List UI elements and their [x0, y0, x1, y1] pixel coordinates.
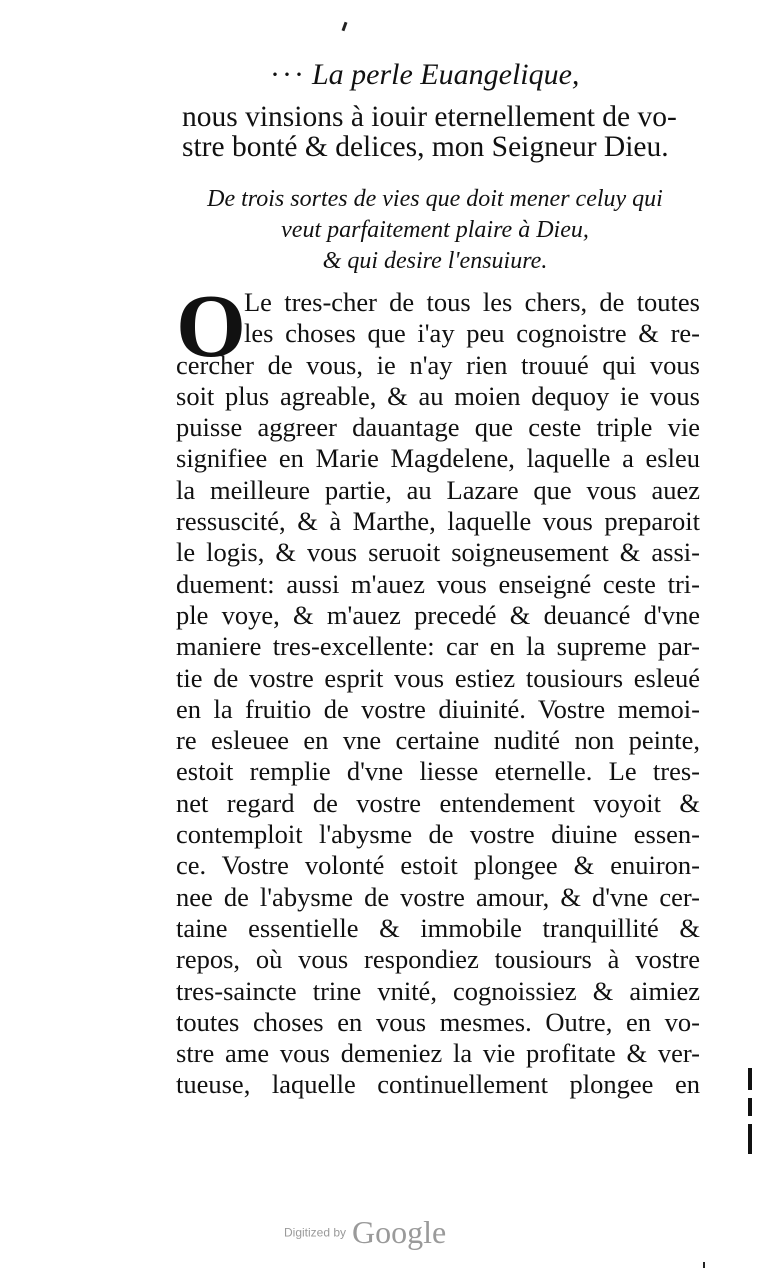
body-line: soit plus agreable, & au moien dequoy ie vous — [176, 380, 700, 411]
body-line: tie de vostre esprit vous estiez tousiours esleué — [176, 662, 700, 693]
running-head-dots: ··· — [270, 58, 306, 91]
body-line: la meilleure partie, au Lazare que vous auez — [176, 474, 700, 505]
google-wordmark: Google — [352, 1214, 447, 1250]
body-line: estoit remplie d'vne liesse eternelle. Le tres- — [176, 756, 700, 787]
running-head — [270, 58, 630, 92]
body-line: cercher de vous, ie n'ay rien trouué qui vous — [176, 349, 700, 380]
body-line: le logis, & vous seruoit soigneusement & assi- — [176, 537, 700, 568]
body-line: taine essentielle & immobile tranquillité & — [176, 912, 700, 943]
body-paragraph — [176, 287, 700, 1101]
body-line: en la fruitio de vostre diuinité. Vostre memoi- — [176, 693, 700, 724]
digitized-watermark — [284, 1214, 484, 1251]
body-line: les choses que i'ay peu cognoistre & re- — [244, 318, 700, 349]
section-heading-line: veut parfaitement plaire à Dieu, — [281, 217, 589, 243]
running-head-title: La perle Euangelique, — [311, 58, 580, 91]
body-line: contemploit l'abysme de vostre diuine essen- — [176, 819, 700, 850]
body-line: toutes choses en vous mesmes. Outre, en vo- — [176, 1006, 700, 1037]
section-heading — [180, 184, 690, 277]
body-line: maniere tres-excellente: car en la supreme par- — [176, 631, 700, 662]
body-line: stre ame vous demeniez la vie profitate & ver- — [176, 1038, 700, 1069]
body-line: ple voye, & m'auez precedé & deuancé d'vne — [176, 599, 700, 630]
body-line: signifiee en Marie Magdelene, laquelle a esleu — [176, 443, 700, 474]
body-line: nee de l'abysme de vostre amour, & d'vne cer- — [176, 881, 700, 912]
section-heading-line: & qui desire l'ensuiure. — [322, 248, 548, 274]
carryover-line: nous vinsions à iouir eternellement de vo- — [182, 101, 677, 133]
body-line: ressuscité, & à Marthe, laquelle vous preparoit — [176, 506, 700, 537]
body-line: repos, où vous respondiez tousiours à vostre — [176, 944, 700, 975]
body-line: tres-saincte trine vnité, cognoissiez & aimiez — [176, 975, 700, 1006]
body-line: ce. Vostre volonté estoit plongee & enuiron- — [176, 850, 700, 881]
ink-speck — [342, 22, 348, 31]
section-heading-line: De trois sortes de vies que doit mener celuy qui — [207, 186, 663, 212]
carryover-line: stre bonté & delices, mon Seigneur Dieu. — [182, 131, 669, 163]
page-edge-marks — [748, 1068, 754, 1158]
body-line: Le tres-cher de tous les chers, de toutes — [244, 287, 700, 317]
edge-mark — [748, 1124, 752, 1154]
body-line: tueuse, laquelle continuellement plongee en — [176, 1069, 700, 1100]
body-line: duement: aussi m'auez vous enseigné ceste tri- — [176, 568, 700, 599]
body-line: puisse aggreer dauantage que ceste triple vie — [176, 412, 700, 443]
edge-mark — [748, 1098, 752, 1116]
edge-mark — [748, 1068, 752, 1090]
body-line: re esleuee en vne certaine nudité non peinte, — [176, 725, 700, 756]
body-line: net regard de vostre entendement voyoit & — [176, 787, 700, 818]
ink-speck — [703, 1262, 705, 1268]
drop-cap: O — [176, 277, 247, 376]
digitized-label: Digitized by — [284, 1225, 347, 1240]
